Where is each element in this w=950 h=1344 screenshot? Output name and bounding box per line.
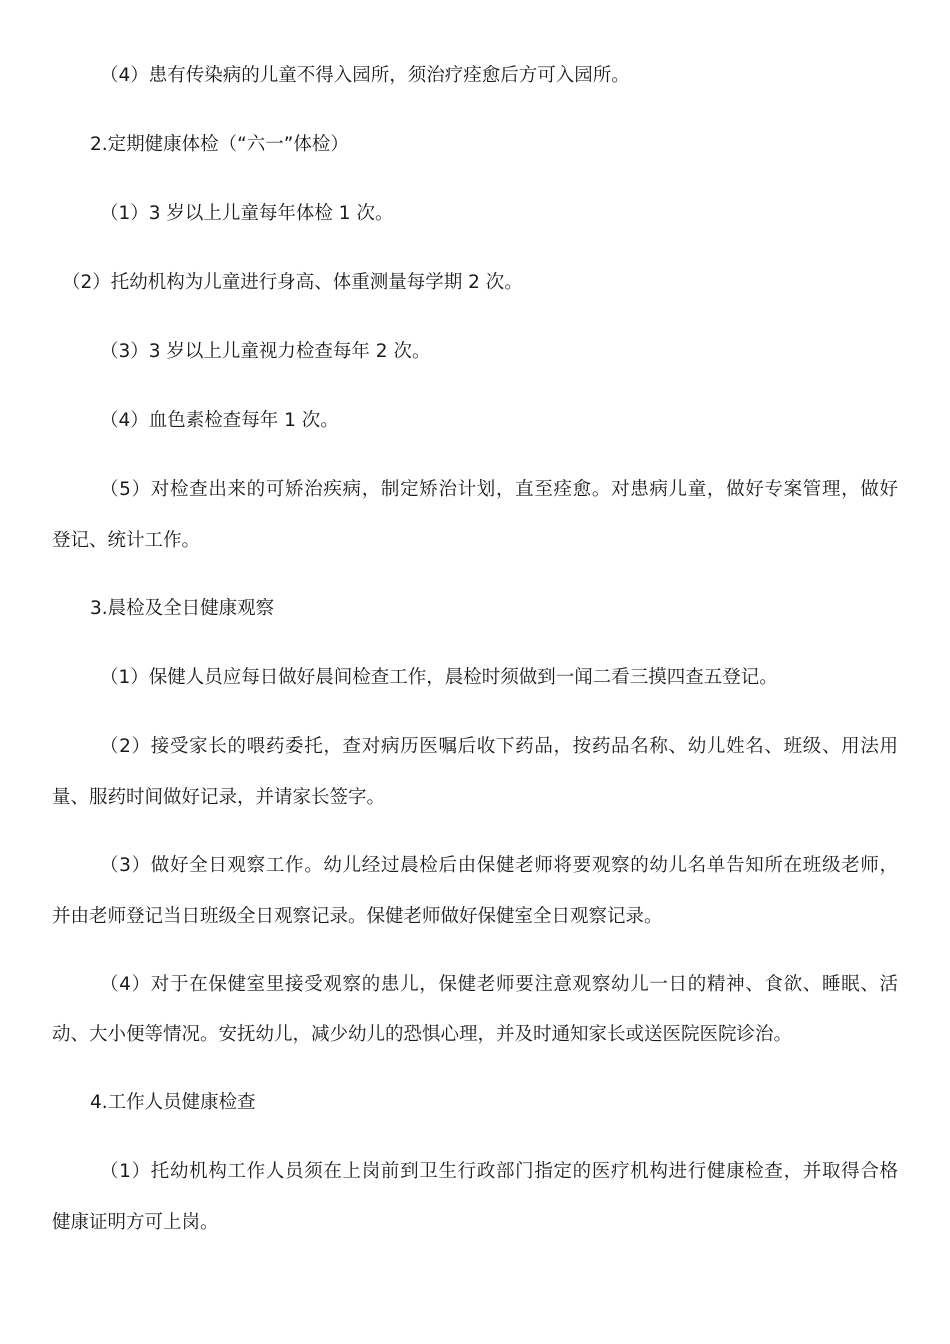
paragraph-line: 并由老师登记当日班级全日观察记录。保健老师做好保健室全日观察记录。 (52, 906, 663, 927)
section-heading: 4.工作人员健康检查 (90, 1092, 256, 1113)
paragraph-line: （3）3 岁以上儿童视力检查每年 2 次。 (100, 341, 431, 362)
paragraph-line: （1）托幼机构工作人员须在上岗前到卫生行政部门指定的医疗机构进行健康检查，并取得合格 (100, 1161, 898, 1182)
paragraph-line: （3）做好全日观察工作。幼儿经过晨检后由保健老师将要观察的幼儿名单告知所在班级老师， (100, 855, 898, 876)
paragraph-line: （1）保健人员应每日做好晨间检查工作，晨检时须做到一闻二看三摸四查五登记。 (100, 667, 778, 688)
paragraph-line: （1）3 岁以上儿童每年体检 1 次。 (100, 203, 394, 224)
paragraph-line: （4）患有传染病的儿童不得入园所，须治疗痊愈后方可入园所。 (100, 65, 630, 86)
paragraph-line: 健康证明方可上岗。 (52, 1212, 219, 1233)
paragraph-line: （5）对检查出来的可矫治疾病，制定矫治计划，直至痊愈。对患病儿童，做好专案管理，做好 (100, 479, 898, 500)
paragraph-line: （4）对于在保健室里接受观察的患儿，保健老师要注意观察幼儿一日的精神、食欲、睡眠、活 (100, 974, 898, 995)
paragraph-line: 量、服药时间做好记录，并请家长签字。 (52, 787, 386, 808)
section-heading: 3.晨检及全日健康观察 (90, 598, 275, 619)
paragraph-line: （2）接受家长的喂药委托，查对病历医嘱后收下药品，按药品名称、幼儿姓名、班级、用法用 (100, 736, 898, 757)
paragraph-line: （2）托幼机构为儿童进行身高、体重测量每学期 2 次。 (62, 272, 523, 293)
section-heading: 2.定期健康体检（“六一”体检） (90, 134, 349, 155)
paragraph-line: 动、大小便等情况。安抚幼儿，减少幼儿的恐惧心理，并及时通知家长或送医院医院诊治。 (52, 1024, 793, 1045)
paragraph-line: 登记、统计工作。 (52, 530, 201, 551)
paragraph-line: （4）血色素检查每年 1 次。 (100, 410, 339, 431)
